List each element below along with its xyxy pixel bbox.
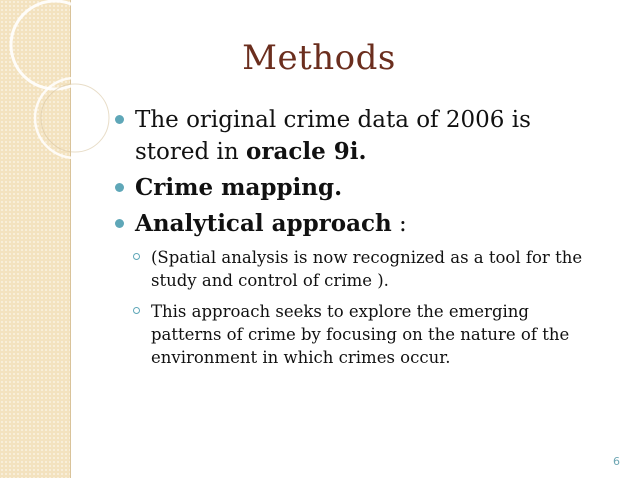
slide-title: Methods — [242, 38, 396, 78]
bullet-item-1 — [115, 104, 585, 168]
sub-bullet-text: This approach seeks to explore the emerging patterns of crime by focusing on the nature of the environment in which crimes occur. — [151, 302, 570, 367]
sub-bullet-item-2 — [133, 300, 585, 369]
bullet-emphasis: Analytical approach — [135, 210, 392, 237]
bullet-emphasis: Crime mapping. — [135, 174, 343, 201]
bullet-list — [115, 104, 585, 377]
bullet-dot-icon — [115, 219, 124, 228]
bullet-suffix: : — [391, 211, 407, 237]
bullet-item-2 — [115, 172, 585, 204]
bullet-dot-icon — [115, 183, 124, 192]
sub-bullet-ring-icon — [133, 253, 140, 260]
sub-bullet-text: (Spatial analysis is now recognized as a tool for the study and control of crime ). — [151, 248, 583, 290]
page-number: 6 — [613, 455, 620, 468]
decorative-rings-graphic — [0, 0, 120, 170]
bullet-emphasis: oracle 9i. — [246, 138, 367, 165]
bullet-text: The original crime data of 2006 is stored in — [135, 107, 531, 165]
bullet-dot-icon — [115, 115, 124, 124]
bullet-item-3 — [115, 208, 585, 369]
sub-bullet-item-1 — [133, 246, 585, 292]
sub-bullet-ring-icon — [133, 307, 140, 314]
sub-bullet-list — [135, 246, 585, 369]
